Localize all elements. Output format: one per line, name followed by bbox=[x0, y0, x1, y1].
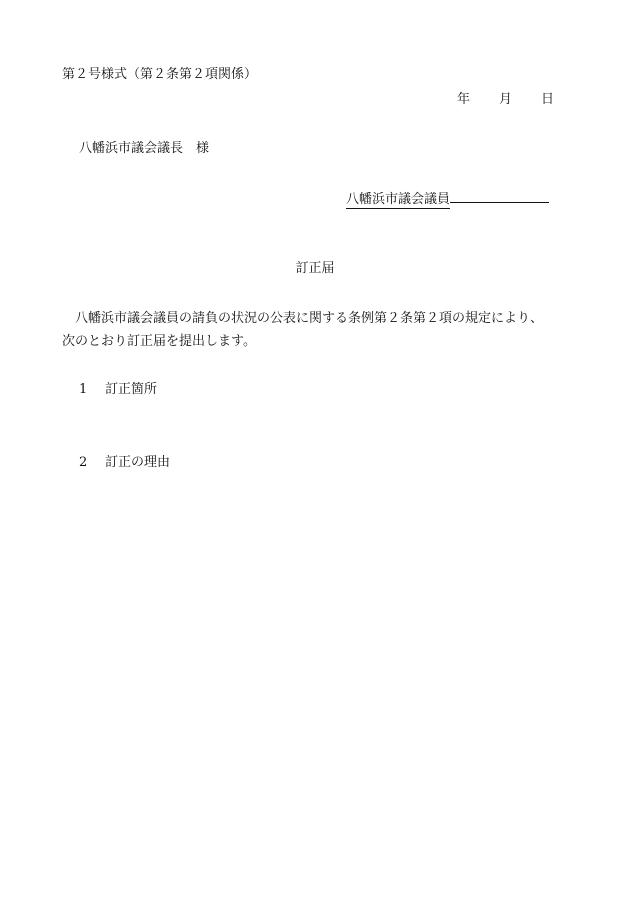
day-label: 日 bbox=[541, 92, 555, 107]
item-label: 訂正箇所 bbox=[105, 382, 158, 397]
name-blank bbox=[450, 190, 549, 203]
month-label: 月 bbox=[499, 92, 513, 107]
item-number: 2 bbox=[79, 455, 88, 470]
date-line bbox=[457, 93, 554, 106]
body-text-line-2: 次のとおり訂正届を提出します。 bbox=[62, 334, 256, 349]
item-label: 訂正の理由 bbox=[105, 455, 171, 470]
form-number: 第２号様式（第２条第２項関係） bbox=[62, 67, 258, 82]
year-label: 年 bbox=[457, 92, 471, 107]
body-text-line-1: 八幡浜市議会議員の請負の状況の公表に関する条例第２条第２項の規定により、 bbox=[75, 311, 544, 326]
document-title: 訂正届 bbox=[295, 261, 335, 276]
submitter-label: 八幡浜市議会議員 bbox=[346, 192, 451, 207]
item-correction-location bbox=[79, 383, 157, 396]
item-correction-reason bbox=[79, 456, 170, 469]
submitter-signature-line bbox=[346, 190, 549, 206]
addressee: 八幡浜市議会議長 様 bbox=[79, 141, 210, 156]
item-number: 1 bbox=[79, 382, 88, 397]
